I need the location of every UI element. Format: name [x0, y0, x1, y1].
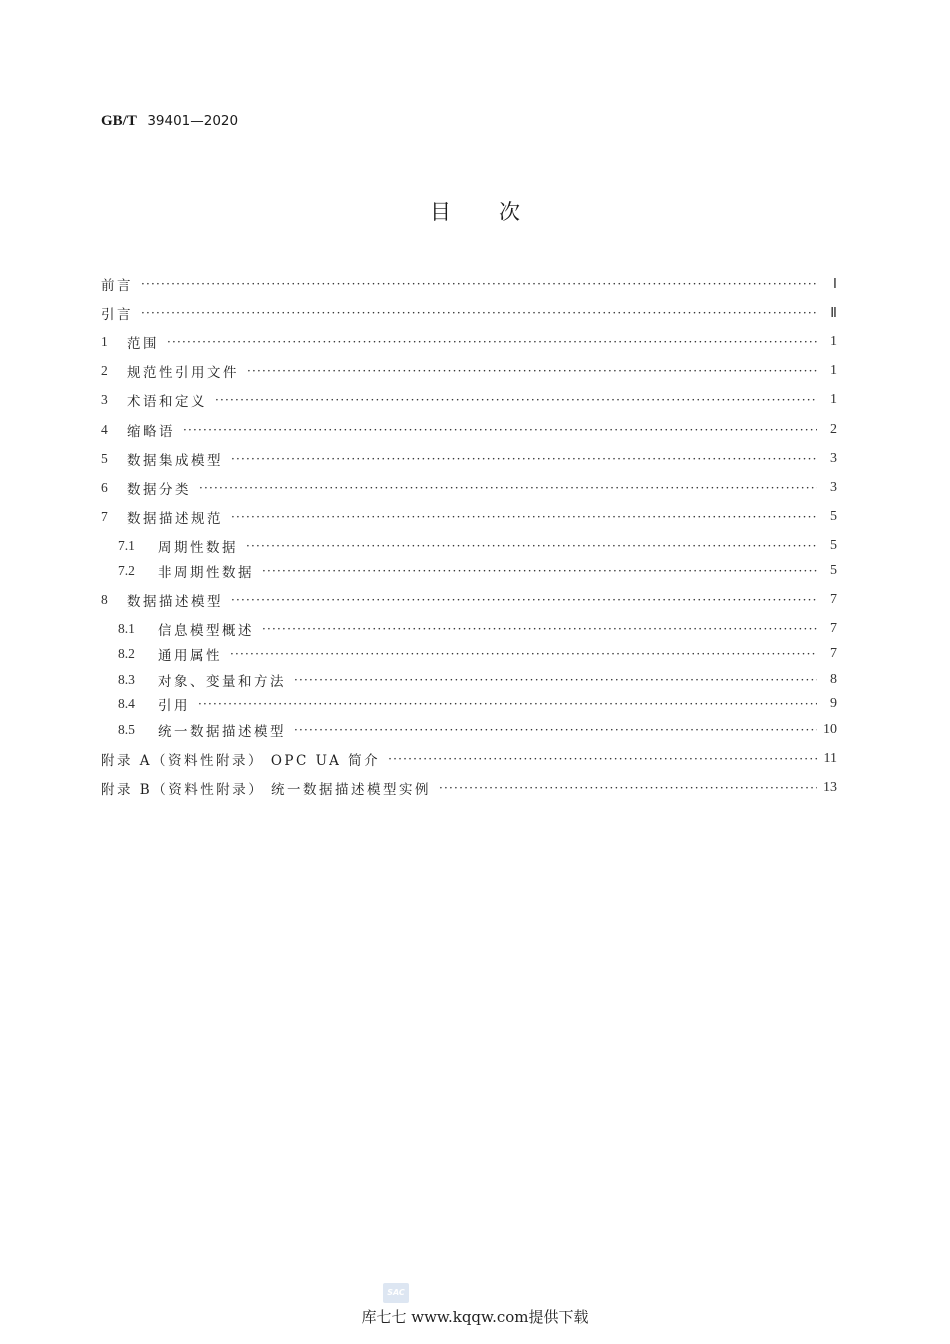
toc-entry[interactable]: [118, 561, 837, 581]
toc-entry[interactable]: [118, 720, 837, 740]
toc-entry-number: 3: [101, 392, 108, 407]
toc-entry[interactable]: [101, 420, 837, 440]
footer-text: 库七七 www.kqqw.com提供下载: [361, 1308, 589, 1326]
toc-entry[interactable]: [101, 778, 837, 798]
toc-entry-title: 附录 A（资料性附录） OPC UA 简介: [101, 753, 381, 769]
toc-entry-title: 数据描述规范: [127, 511, 223, 527]
toc-leader-dots: [230, 644, 817, 664]
toc-entry-number: 8: [101, 592, 108, 607]
toc-entry-title: 前言: [101, 278, 133, 294]
toc-entry-number: 8.2: [118, 646, 135, 661]
toc-leader-dots: [439, 778, 817, 798]
toc-entry-title: 非周期性数据: [158, 565, 254, 581]
toc-entry-page: 8: [830, 672, 837, 687]
toc-leader-dots: [231, 507, 817, 527]
toc-entry[interactable]: [101, 590, 837, 610]
toc-entry-number: 6: [101, 480, 108, 495]
toc-entry-title: 数据分类: [127, 482, 191, 498]
toc-entry[interactable]: [118, 536, 837, 556]
standard-code: GB/T: [101, 113, 137, 129]
toc-entry-page: 3: [830, 451, 837, 466]
toc-entry-title: 缩略语: [127, 424, 175, 440]
toc-leader-dots: [246, 536, 817, 556]
page-title: [0, 196, 950, 226]
toc-leader-dots: [231, 590, 817, 610]
toc-entry[interactable]: [101, 507, 837, 527]
toc-entry-title: 范围: [127, 336, 159, 352]
toc-entry-page: Ⅱ: [830, 305, 837, 321]
toc-entry-title: 附录 B（资料性附录） 统一数据描述模型实例: [101, 782, 432, 798]
toc-entry-page: 7: [830, 592, 837, 607]
toc-entry-page: 13: [823, 780, 837, 795]
toc-leader-dots: [262, 561, 817, 581]
toc-entry-page: 7: [830, 621, 837, 636]
toc-entry-title: 通用属性: [158, 648, 222, 664]
toc-entry-title: 周期性数据: [158, 540, 238, 556]
toc-entry-page: 9: [830, 696, 837, 711]
toc-entry-number: 8.4: [118, 696, 135, 711]
document-header: [101, 113, 238, 130]
toc-entry-page: 1: [830, 334, 837, 349]
toc-entry-page: 1: [830, 363, 837, 378]
toc-leader-dots: [167, 332, 817, 352]
toc-entry[interactable]: [118, 694, 837, 714]
toc-entry[interactable]: [118, 619, 837, 639]
toc-entry-page: Ⅰ: [832, 276, 837, 292]
toc-entry-page: 3: [830, 480, 837, 495]
toc-entry-title: 引用: [158, 698, 190, 714]
toc-leader-dots: [141, 303, 817, 323]
toc-leader-dots: [215, 390, 817, 410]
toc-entry-number: 5: [101, 451, 108, 466]
toc-entry-title: 对象、变量和方法: [158, 674, 286, 690]
toc-entry-page: 1: [830, 392, 837, 407]
toc-entry[interactable]: [101, 749, 837, 769]
toc-entry-number: 7: [101, 509, 108, 524]
toc-entry-number: 7.1: [118, 538, 135, 553]
toc-entry[interactable]: [101, 303, 837, 323]
toc-entry-title: 数据描述模型: [127, 594, 223, 610]
toc-entry[interactable]: [118, 644, 837, 664]
toc-entry-page: 2: [830, 422, 837, 437]
toc-entry[interactable]: [101, 478, 837, 498]
toc-entry-number: 8.5: [118, 722, 135, 737]
toc-entry-page: 10: [823, 722, 837, 737]
toc-entry[interactable]: [101, 332, 837, 352]
toc-entry-page: 5: [830, 563, 837, 578]
toc-entry-number: 8.1: [118, 621, 135, 636]
toc-entry-page: 5: [830, 538, 837, 553]
toc-entry-title: 信息模型概述: [158, 623, 254, 639]
toc-entry-number: 1: [101, 334, 108, 349]
title-left: 目: [430, 200, 451, 224]
toc-entry-number: 7.2: [118, 563, 135, 578]
toc-leader-dots: [294, 670, 817, 690]
toc-entry[interactable]: [101, 361, 837, 381]
toc-entry-page: 7: [830, 646, 837, 661]
toc-entry[interactable]: [118, 670, 837, 690]
toc-leader-dots: [388, 749, 817, 769]
standard-number: 39401—2020: [147, 113, 239, 129]
toc-entry[interactable]: [101, 274, 837, 294]
toc-leader-dots: [198, 694, 817, 714]
toc-entry-title: 统一数据描述模型: [158, 724, 286, 740]
sac-logo-icon: SAC: [383, 1283, 409, 1303]
toc-entry-title: 规范性引用文件: [127, 365, 239, 381]
toc-leader-dots: [294, 720, 817, 740]
toc-leader-dots: [262, 619, 817, 639]
toc-entry-number: 4: [101, 422, 108, 437]
toc-leader-dots: [247, 361, 817, 381]
toc-entry-page: 11: [823, 751, 837, 766]
toc-entry-page: 5: [830, 509, 837, 524]
toc-entry-number: 2: [101, 363, 108, 378]
toc-leader-dots: [183, 420, 817, 440]
toc-entry-title: 数据集成模型: [127, 453, 223, 469]
toc-leader-dots: [199, 478, 817, 498]
toc-leader-dots: [231, 449, 817, 469]
toc-entry-title: 引言: [101, 307, 133, 323]
toc-entry-title: 术语和定义: [127, 394, 207, 410]
toc-entry[interactable]: [101, 390, 837, 410]
toc-entry[interactable]: [101, 449, 837, 469]
toc-entry-number: 8.3: [118, 672, 135, 687]
toc-leader-dots: [141, 274, 817, 294]
title-right: 次: [499, 200, 520, 224]
